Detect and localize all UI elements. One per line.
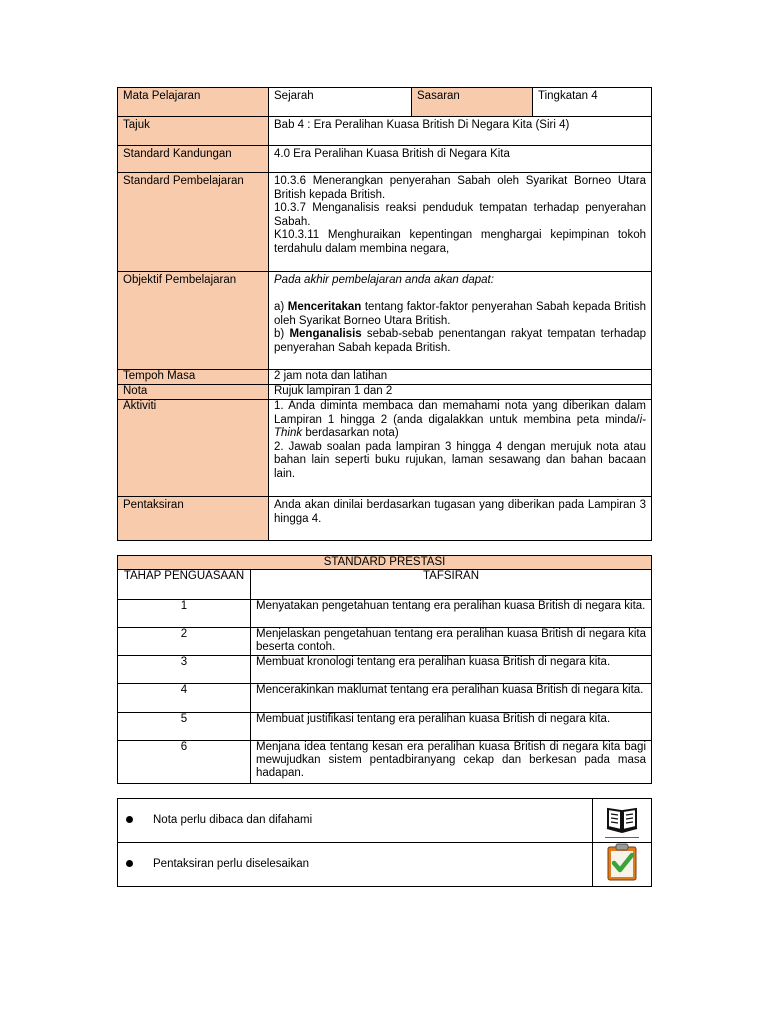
aktiviti-label: Aktiviti (118, 400, 269, 497)
lesson-info-table (117, 87, 652, 541)
level-number: 4 (118, 684, 251, 713)
standard-pembelajaran-label: Standard Pembelajaran (118, 173, 269, 272)
tafsiran-header: TAFSIRAN (251, 570, 652, 600)
level-number: 3 (118, 656, 251, 684)
standard-kandungan-value: 4.0 Era Peralihan Kuasa British di Negara Kita (269, 146, 652, 173)
objektif-label: Objektif Pembelajaran (118, 272, 269, 370)
objektif-b: b) Menganalisis sebab-sebab penentangan rakyat tempatan terhadap penyerahan Sabah kepada British. (274, 328, 646, 354)
standard-pembelajaran-value (269, 173, 652, 272)
mata-pelajaran-label: Mata Pelajaran (118, 88, 269, 117)
level-number: 1 (118, 600, 251, 628)
standard-kandungan-label: Standard Kandungan (118, 146, 269, 173)
level-number: 6 (118, 741, 251, 784)
table-row (118, 741, 652, 784)
level-description: Menjana idea tentang kesan era peralihan kuasa British di negara kita bagi mewujudkan sistem pentadbiranyang cekap dan berkesan pada masa hadapan. (251, 741, 652, 784)
aktiviti-2: 2. Jawab soalan pada lampiran 3 hingga 4 dengan merujuk nota atau bahan lain seperti buku rujukan, laman sesawang dan bahan bacaan lain. (274, 440, 646, 480)
objektif-value (269, 272, 652, 370)
level-description: Membuat kronologi tentang era peralihan kuasa British di negara kita. (251, 656, 652, 684)
level-description: Membuat justifikasi tentang era peralihan kuasa British di negara kita. (251, 713, 652, 741)
pentaksiran-label: Pentaksiran (118, 497, 269, 541)
book-icon (593, 799, 652, 843)
level-description: Mencerakinkan maklumat tentang era peralihan kuasa British di negara kita. (251, 684, 652, 713)
objektif-b-verb: Menganalisis (289, 328, 362, 340)
sasaran-label: Sasaran (412, 88, 533, 117)
sp-line-1: 10.3.6 Menerangkan penyerahan Sabah oleh Syarikat Borneo Utara British kepada British. (274, 175, 646, 201)
standard-prestasi-table (117, 555, 652, 784)
tajuk-value: Bab 4 : Era Peralihan Kuasa British Di Negara Kita (Siri 4) (269, 117, 652, 146)
legend-item-pentaksiran (118, 843, 593, 887)
bullet-icon (126, 860, 133, 867)
nota-label: Nota (118, 385, 269, 400)
tahap-header: TAHAP PENGUASAAN (118, 570, 251, 600)
objektif-intro: Pada akhir pembelajaran anda akan dapat: (274, 274, 494, 286)
table-row (118, 656, 652, 684)
table-row (118, 628, 652, 656)
objektif-a: a) Menceritakan tentang faktor-faktor penyerahan Sabah kepada British oleh Syarikat Borneo Utara British. (274, 301, 646, 327)
aktiviti-1: 1. Anda diminta membaca dan memahami nota yang diberikan dalam Lampiran 1 hingga 2 (anda digalakkan untuk membina peta minda/i-Think berdasarkan nota) (274, 400, 646, 439)
objektif-a-verb: Menceritakan (287, 301, 362, 313)
table-row (118, 600, 652, 628)
mata-pelajaran-value: Sejarah (269, 88, 412, 117)
bullet-icon (126, 816, 133, 823)
level-number: 2 (118, 628, 251, 656)
standard-prestasi-title: STANDARD PRESTASI (118, 556, 652, 570)
tajuk-label: Tajuk (118, 117, 269, 146)
sasaran-value: Tingkatan 4 (533, 88, 652, 117)
table-row (118, 684, 652, 713)
legend-item-label: Pentaksiran perlu diselesaikan (153, 857, 309, 870)
sp-line-2: 10.3.7 Menganalisis reaksi penduduk tempatan terhadap penyerahan Sabah. (274, 202, 646, 228)
level-description: Menyatakan pengetahuan tentang era peralihan kuasa British di negara kita. (251, 600, 652, 628)
aktiviti-value (269, 400, 652, 497)
legend-table (117, 798, 652, 887)
pentaksiran-value: Anda akan dinilai berdasarkan tugasan yang diberikan pada Lampiran 3 hingga 4. (269, 497, 652, 541)
tempoh-label: Tempoh Masa (118, 370, 269, 385)
sp-line-3: K10.3.11 Menghuraikan kepentingan menghargai kepimpinan tokoh terdahulu dalam membina negara, (274, 229, 646, 255)
tempoh-value: 2 jam nota dan latihan (269, 370, 652, 385)
level-description: Menjelaskan pengetahuan tentang era peralihan kuasa British di negara kita beserta contoh. (251, 628, 652, 656)
clipboard-check-icon (593, 843, 652, 887)
table-row (118, 713, 652, 741)
level-number: 5 (118, 713, 251, 741)
nota-value: Rujuk lampiran 1 dan 2 (269, 385, 652, 400)
legend-item-label: Nota perlu dibaca dan difahami (153, 813, 313, 826)
legend-item-nota (118, 799, 593, 843)
